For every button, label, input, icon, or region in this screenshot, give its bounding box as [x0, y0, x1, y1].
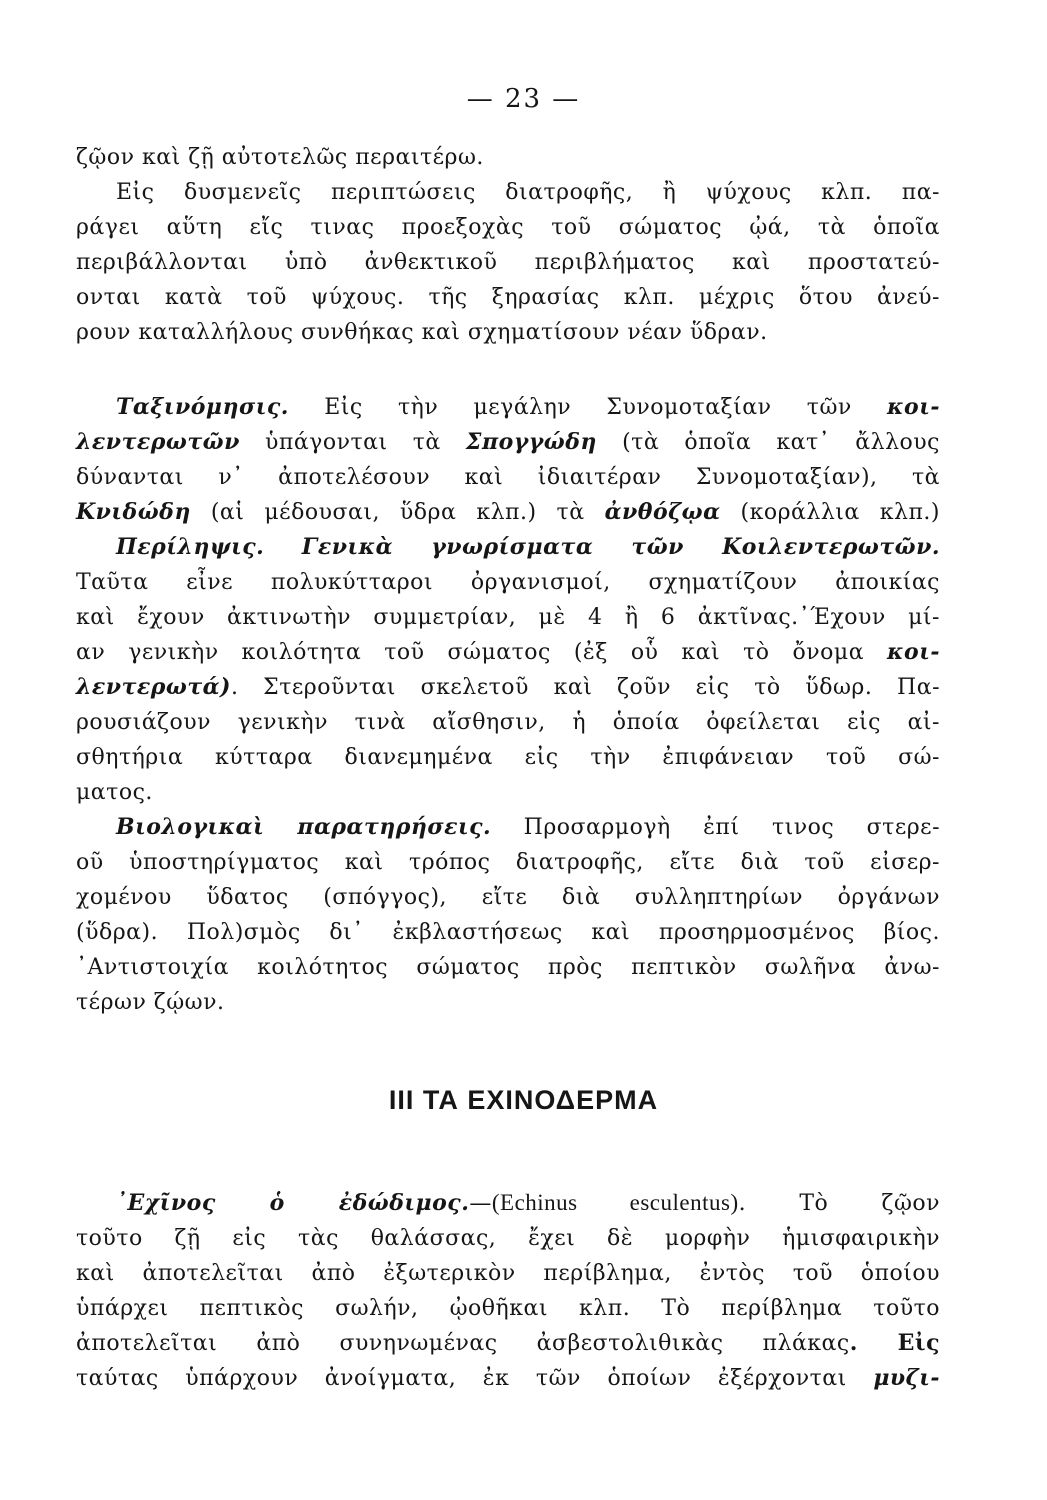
term: Κνιδώδη [76, 499, 191, 525]
summary-line [76, 670, 940, 705]
classification-line [76, 425, 940, 460]
text-run: (τὰ ὁποῖα κατ᾿ ἄλλους [596, 430, 940, 455]
text-run: ἀποτελεῖται ἀπὸ συνηνωμένας ἀσβεστολιθικὰς πλάκας [76, 1331, 850, 1356]
term: κοι- [887, 394, 940, 420]
text-run: . Τὸ ζῷον [738, 1191, 940, 1216]
text-run: ταύτας ὑπάρχουν ἀνοίγματα, ἐκ τῶν ὁποίων ἐξέρχονται [76, 1366, 874, 1391]
text-line: Εἰς δυσμενεῖς περιπτώσεις διατροφῆς, ἢ ψύχους κλπ. πα- [116, 180, 940, 205]
biology-line: (ὕδρα). Πολ)σμὸς δι᾿ ἐκβλαστήσεως καὶ προσηρμοσμένος βίος. [76, 920, 940, 945]
text-run: Εἰς τὴν μεγάλην Συνομοταξίαν τῶν [288, 395, 888, 420]
text-run: — [469, 1191, 492, 1216]
intro-paragraph [76, 140, 940, 350]
biology-line: χομένου ὕδατος (σπόγγος), εἴτε διὰ συλληπτηρίων ὀργάνων [76, 885, 940, 910]
classification-line [76, 390, 940, 425]
text-run: Προσαρμογὴ ἐπί τινος στερε- [491, 815, 941, 840]
summary-heading [76, 530, 940, 565]
text-run: (αἱ μέδουσαι, ὕδρα κλπ.) τὰ [190, 500, 605, 525]
summary-line: ματος. [76, 780, 153, 805]
summary-line: Ταῦτα εἶνε πολυκύτταροι ὀργανισμοί, σχηματίζουν ἀποικίας [76, 570, 940, 595]
text-line: ζῷον καὶ ζῇ αὐτοτελῶς περαιτέρω. [76, 145, 484, 170]
term: κοι- [887, 639, 940, 665]
main-text [76, 390, 940, 1020]
latin-name: (Echinus esculentus) [491, 1190, 739, 1215]
species-name: ᾿Εχῖνος ὁ ἐδώδιμος. [116, 1190, 470, 1216]
text-run: αν γενικὴν κοιλότητα τοῦ σώματος (ἐξ οὗ καὶ τὸ ὄνομα [76, 640, 888, 665]
echinus-line [76, 1326, 940, 1361]
text-run: . Εἰς [849, 1330, 940, 1356]
biology-heading: Βιολογικαὶ παρατηρήσεις. [116, 814, 492, 840]
biology-line: ᾿Αντιστοιχία κοιλότητος σώματος πρὸς πεπτικὸν σωλῆνα ἀνω- [76, 955, 940, 980]
text-line: ρουν καταλλήλους συνθήκας καὶ σχηματίσουν νέαν ὕδραν. [76, 320, 768, 345]
echinus-paragraph [76, 1185, 940, 1396]
echinus-line: καὶ ἀποτελεῖται ἀπὸ ἐξωτερικὸν περίβλημα, ἐντὸς τοῦ ὁποίου [76, 1261, 940, 1286]
text-line: ονται κατὰ τοῦ ψύχους. τῆς ξηρασίας κλπ. μέχρις ὅτου ἀνεύ- [76, 285, 940, 310]
summary-line [76, 635, 940, 670]
text-run: . Στεροῦνται σκελετοῦ καὶ ζοῦν εἰς τὸ ὕδωρ. Πα- [230, 675, 940, 700]
term: μυζι- [873, 1365, 940, 1391]
section-title: III ΤΑ ΕΧΙΝΟΔΕΡΜΑ [388, 1085, 659, 1115]
echinus-line: τοῦτο ζῇ εἰς τὰς θαλάσσας, ἔχει δὲ μορφὴν ἡμισφαιρικὴν [76, 1226, 940, 1251]
text-line: ράγει αὕτη εἴς τινας προεξοχὰς τοῦ σώματος ᾠά, τὰ ὁποῖα [76, 215, 940, 240]
text-line: περιβάλλονται ὑπὸ ἀνθεκτικοῦ περιβλήματος καὶ προστατεύ- [76, 250, 940, 275]
biology-line: οῦ ὑποστηρίγματος καὶ τρόπος διατροφῆς, εἴτε διὰ τοῦ εἰσερ- [76, 850, 940, 875]
term: ἀνθόζῳα [604, 499, 721, 525]
classification-line: δύνανται ν᾿ ἀποτελέσουν καὶ ἰδιαιτέραν Συνομοταξίαν), τὰ [76, 465, 940, 490]
echinus-line: ὑπάρχει πεπτικὸς σωλήν, ᾠοθῆκαι κλπ. Τὸ περίβλημα τοῦτο [76, 1296, 940, 1321]
page-number: — 23 — [466, 84, 581, 114]
classification-line [76, 495, 940, 530]
summary-line: σθητήρια κύτταρα διανεμημένα εἰς τὴν ἐπιφάνειαν τοῦ σώ- [76, 745, 940, 770]
term: Γενικὰ γνωρίσματα τῶν Κοιλεντερωτῶν. [301, 534, 941, 560]
term: λεντερωτά) [76, 674, 231, 700]
term: λεντερωτῶν [76, 429, 240, 455]
term: Σπογγώδη [465, 429, 597, 455]
summary-line: ρουσιάζουν γενικὴν τινὰ αἴσθησιν, ἡ ὁποία ὀφείλεται εἰς αἰ- [76, 710, 940, 735]
term: Περίληψις. [116, 534, 265, 560]
summary-line: καὶ ἔχουν ἀκτινωτὴν συμμετρίαν, μὲ 4 ἢ 6 ἀκτῖνας.᾿Έχουν μί- [76, 605, 940, 630]
classification-heading: Ταξινόμησις. [116, 394, 289, 420]
echinus-line [76, 1185, 940, 1221]
biology-line [76, 810, 940, 845]
text-run: ὑπάγονται τὰ [239, 430, 466, 455]
echinus-line [76, 1361, 940, 1396]
biology-line: τέρων ζῴων. [76, 990, 225, 1015]
text-run: (κοράλλια κλπ.) [720, 500, 941, 525]
